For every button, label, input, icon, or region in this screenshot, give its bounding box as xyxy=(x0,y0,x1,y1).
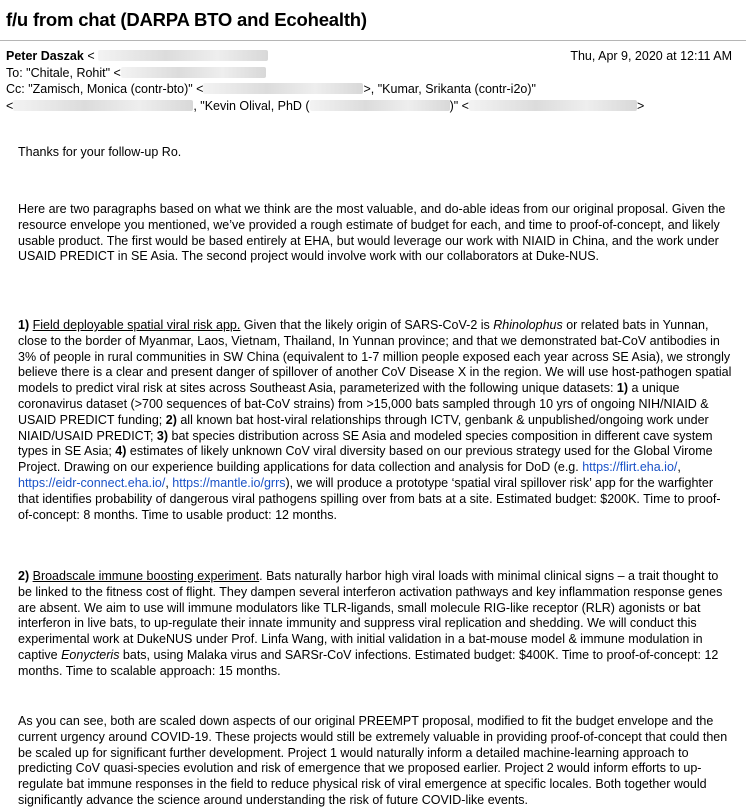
sender-email-open: < xyxy=(87,49,95,63)
email-header xyxy=(0,41,746,112)
mantle-link[interactable]: https://mantle.io/grrs xyxy=(172,475,286,490)
flirt-link[interactable]: https://flirt.eha.io/ xyxy=(582,460,678,475)
genus-name: Eonycteris xyxy=(61,647,120,662)
text: ), we will produce a prototype ‘spatial viral spillover risk’ app for the warfighter that identifies probability of dangerous viral pathogens spilling over from bats at a site. Estimated budget: $200K. Time to proof-of-concept: 8 months. Time to usable product: 12 months. xyxy=(18,475,721,522)
subject-bar xyxy=(0,0,746,41)
redacted-email xyxy=(13,100,193,111)
email-subject: f/u from chat (DARPA BTO and Ecohealth) xyxy=(6,9,367,30)
project-1-paragraph xyxy=(18,318,732,523)
text: all known bat host-viral relationships through ICTV, genbank & unpublished/ongoing work under NIAID/USAID PREDICT; xyxy=(18,412,709,443)
email-body xyxy=(0,112,746,807)
redacted-email xyxy=(310,100,450,111)
redacted-email xyxy=(469,100,637,111)
redacted-email xyxy=(98,50,268,61)
cc-end: > xyxy=(636,98,645,113)
redacted-email xyxy=(121,67,266,78)
text: a unique coronavirus dataset (>700 sequences of bat-CoV strains) from >15,000 bats sampled through 10 yrs of ongoing NIH/NIAID & USAID PREDICT funding; xyxy=(18,381,709,427)
eidr-connect-link[interactable]: https://eidr-connect.eha.io/ xyxy=(18,475,166,490)
text: or related bats in Yunnan, close to the border of Myanmar, Laos, Vietnam, Thailand, In Yunnan province; and that we demonstrated bat-CoV antibodies in 3% of people in rural communities in SW China (equivalent to 1-7 million people exposed each year across SE Asia), we strongly believe there is a clear and present danger of spillover of another CoV Disease X in the region. We will use host-pathogen spatial models to predict viral risk at sites across Southeast Asia, parameterized with the following unique datasets: xyxy=(18,318,732,396)
sender-name: Peter Daszak xyxy=(6,49,84,63)
item-number: 3) xyxy=(156,428,169,443)
cc-recipient-2: >, "Kumar, Srikanta (contr-i2o)" xyxy=(363,82,536,96)
cc-line xyxy=(6,81,740,98)
item-number: 2) xyxy=(165,412,177,427)
to-line xyxy=(6,65,740,82)
separator: , xyxy=(677,460,681,475)
project-1-number: 1) xyxy=(18,318,30,332)
genus-name: Rhinolophus xyxy=(493,318,563,332)
from-line xyxy=(6,48,740,65)
item-number: 1) xyxy=(616,381,629,396)
text: bats, using Malaka virus and SARSr-CoV infections. Estimated budget: $400K. Time to proof-of-concept: 12 months. Time to scalable approach: 15 months. xyxy=(18,647,719,678)
project-2-number: 2) xyxy=(18,569,30,583)
project-1-heading: Field deployable spatial viral risk app. xyxy=(32,318,241,332)
email-date: Thu, Apr 9, 2020 at 12:11 AM xyxy=(570,49,732,63)
intro-paragraph: Here are two paragraphs based on what we think are the most valuable, and do-able ideas from our original proposal. Given the resource envelope you mentioned, we’ve provided a rough estimate of budget for each, and time to proof-of-concept, and likely usable product. The first would be based entirely at EHA, but would leverage our work with NIAID in China, and the work under USAID PREDICT in SE Asia. The second project would involve work with our collaborators at Duke-NUS. xyxy=(18,202,726,264)
cc-recipient-1: Cc: "Zamisch, Monica (contr-bto)" < xyxy=(6,82,204,96)
to-recipient: To: "Chitale, Rohit" < xyxy=(6,65,121,80)
text: Given that the likely origin of SARS-CoV-2 is xyxy=(240,318,494,332)
closing-paragraph: As you can see, both are scaled down aspects of our original PREEMPT proposal, modified to fit the budget envelope and the current urgency around COVID-19. These projects would still be extremely valuable in providing proof-of-concept that could then be scaled up for significant further development. Project 1 would naturally inform a detailed machine-learning approach to predicting CoV quasi-species evolution and risk of emergence that we proposed earlier. Project 2 would inform efforts to up-regulate bat immune responses in the field to reduce physical risk of viral emergence at specific locales. Both together would significantly advance the science around understanding the risk of future COVID-like events. xyxy=(18,714,728,807)
project-2-heading: Broadscale immune boosting experiment xyxy=(32,569,260,583)
text: . Bats naturally harbor high viral loads with minimal clinical signs – a trait thought to be linked to the fitness cost of flight. They dampen several interferon activation pathways and key inflammation response genes are absent. We aim to use will immune modulators like TLR-ligands, small molecule RIG-like receptor (RLR) agonists or bat interferon in live bats, to up-regulate their innate immunity and suppress viral replication and shedding. We will conduct this experimental work at DukeNUS under Prof. Linfa Wang, with initial validation in a bat-mouse model & immune modulation in captive xyxy=(18,569,723,662)
cc-close: )" < xyxy=(449,98,469,113)
greeting: Thanks for your follow-up Ro. xyxy=(18,145,182,159)
separator: , xyxy=(165,475,173,490)
cc-open: < xyxy=(6,98,14,113)
text: bat species distribution across SE Asia and modeled species composition in different cave system types in SE Asia; xyxy=(18,428,713,459)
text: estimates of likely unknown CoV viral diversity based on our previous strategy used for the Global Virome Project. Drawing on our experience building applications for data collection and analysis for DoD (e.g. xyxy=(18,444,713,475)
cc-recipient-3: , "Kevin Olival, PhD ( xyxy=(193,98,310,113)
redacted-email xyxy=(203,83,363,94)
item-number: 4) xyxy=(115,444,127,459)
project-2-paragraph xyxy=(18,569,732,680)
